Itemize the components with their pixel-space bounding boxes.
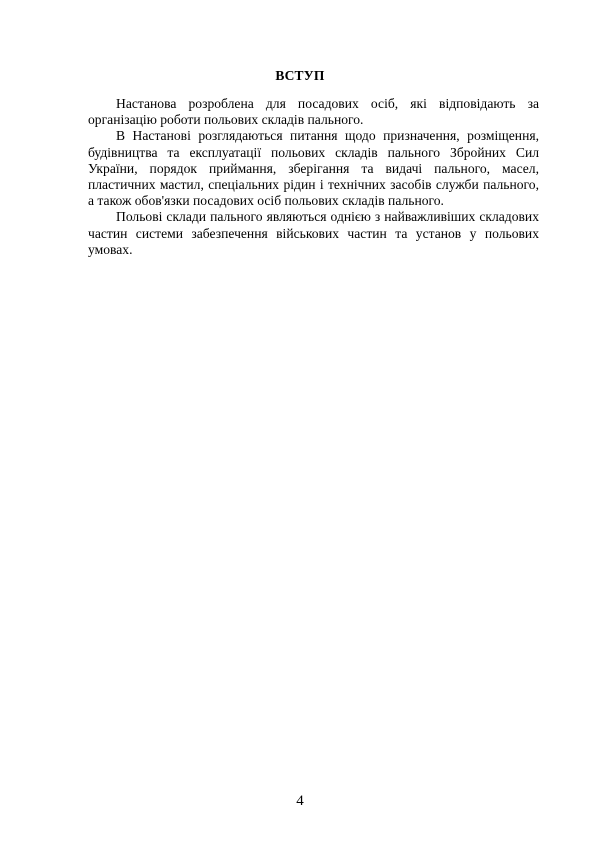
paragraph-scope: В Настанові розглядаються питання щодо призначення, розміщення, будівництва та експлуатації польових складів пального Збройних Сил України, порядок приймання, зберігання та видачі пального, масел, пластичних мастил, спеціальних рідин і технічних засобів служби пального, а також обов'язки посадових осіб польових складів пального. — [88, 128, 539, 209]
paragraph-importance: Польові склади пального являються однією з найважливіших складових частин системи забезпечення військових частин та установ у польових умовах. — [88, 209, 539, 257]
paragraph-purpose: Настанова розроблена для посадових осіб, які відповідають за організацію роботи польових складів пального. — [88, 96, 539, 128]
section-heading: ВСТУП — [275, 68, 325, 83]
page-number: 4 — [296, 793, 304, 809]
body-text — [88, 96, 539, 258]
